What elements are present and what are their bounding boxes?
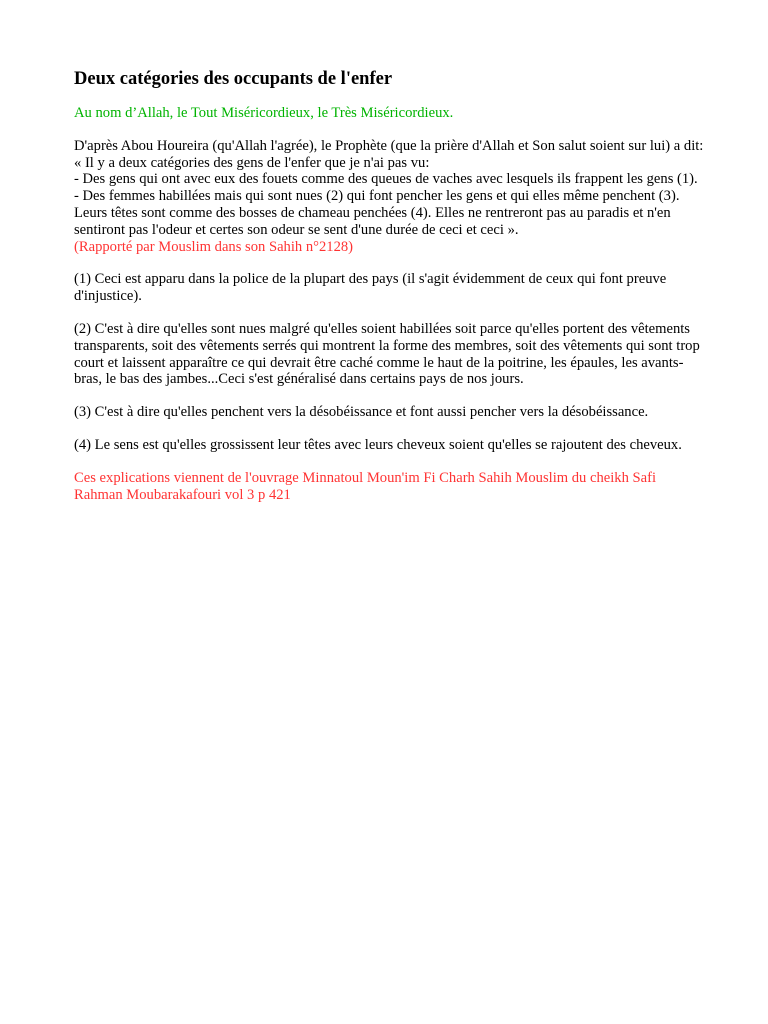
note-2: (2) C'est à dire qu'elles sont nues malgré qu'elles soient habillées soit parce qu'elles portent des vêtements transparents, soit des vêtements serrés qui montrent la forme des membres, soit des vêtements qui sont trop court et laissent apparaître ce qui devrait être caché comme le haut de la poitrine, les épaules, les avants-bras, le bas des jambes...Ceci s'est généralisé dans certains pays de nos jours.	[74, 320, 700, 388]
note-4: (4) Le sens est qu'elles grossissent leur têtes avec leurs cheveux soient qu'elles se rajoutent des cheveux.	[74, 436, 682, 453]
hadith-closing: Leurs têtes sont comme des bosses de chameau penchées (4). Elles ne rentreront pas au paradis et n'en sentiront pas l'odeur et certes son odeur se sent d'une durée de ceci et ceci ».	[74, 204, 671, 238]
hadith-intro: D'après Abou Houreira (qu'Allah l'agrée), le Prophète (que la prière d'Allah et Son salut soient sur lui) a dit:	[74, 137, 704, 154]
hadith-source: (Rapporté par Mouslim dans son Sahih n°2128)	[74, 238, 354, 255]
hadith-item-2: - Des femmes habillées mais qui sont nues (2) qui font pencher les gens et qui elles même penchent (3).	[74, 188, 680, 205]
hadith-block	[74, 138, 704, 256]
page-title: Deux catégories des occupants de l'enfer	[74, 69, 393, 89]
reference-text: Ces explications viennent de l'ouvrage Minnatoul Moun'im Fi Charh Sahih Mouslim du cheikh Safi Rahman Moubarakafouri vol 3 p 421	[74, 469, 657, 503]
hadith-item-1: - Des gens qui ont avec eux des fouets comme des queues de vaches avec lesquels ils frappent les gens (1).	[74, 171, 698, 188]
hadith-opening: « Il y a deux catégories des gens de l'enfer que je n'ai pas vu:	[74, 154, 430, 171]
note-3: (3) C'est à dire qu'elles penchent vers la désobéissance et font aussi pencher vers la désobéissance.	[74, 404, 649, 421]
note-1: (1) Ceci est apparu dans la police de la plupart des pays (il s'agit évidemment de ceux qui font preuve d'injustice).	[74, 271, 667, 305]
document-body	[74, 68, 704, 519]
basmala-text: Au nom d’Allah, le Tout Miséricordieux, le Très Miséricordieux.	[74, 105, 454, 121]
